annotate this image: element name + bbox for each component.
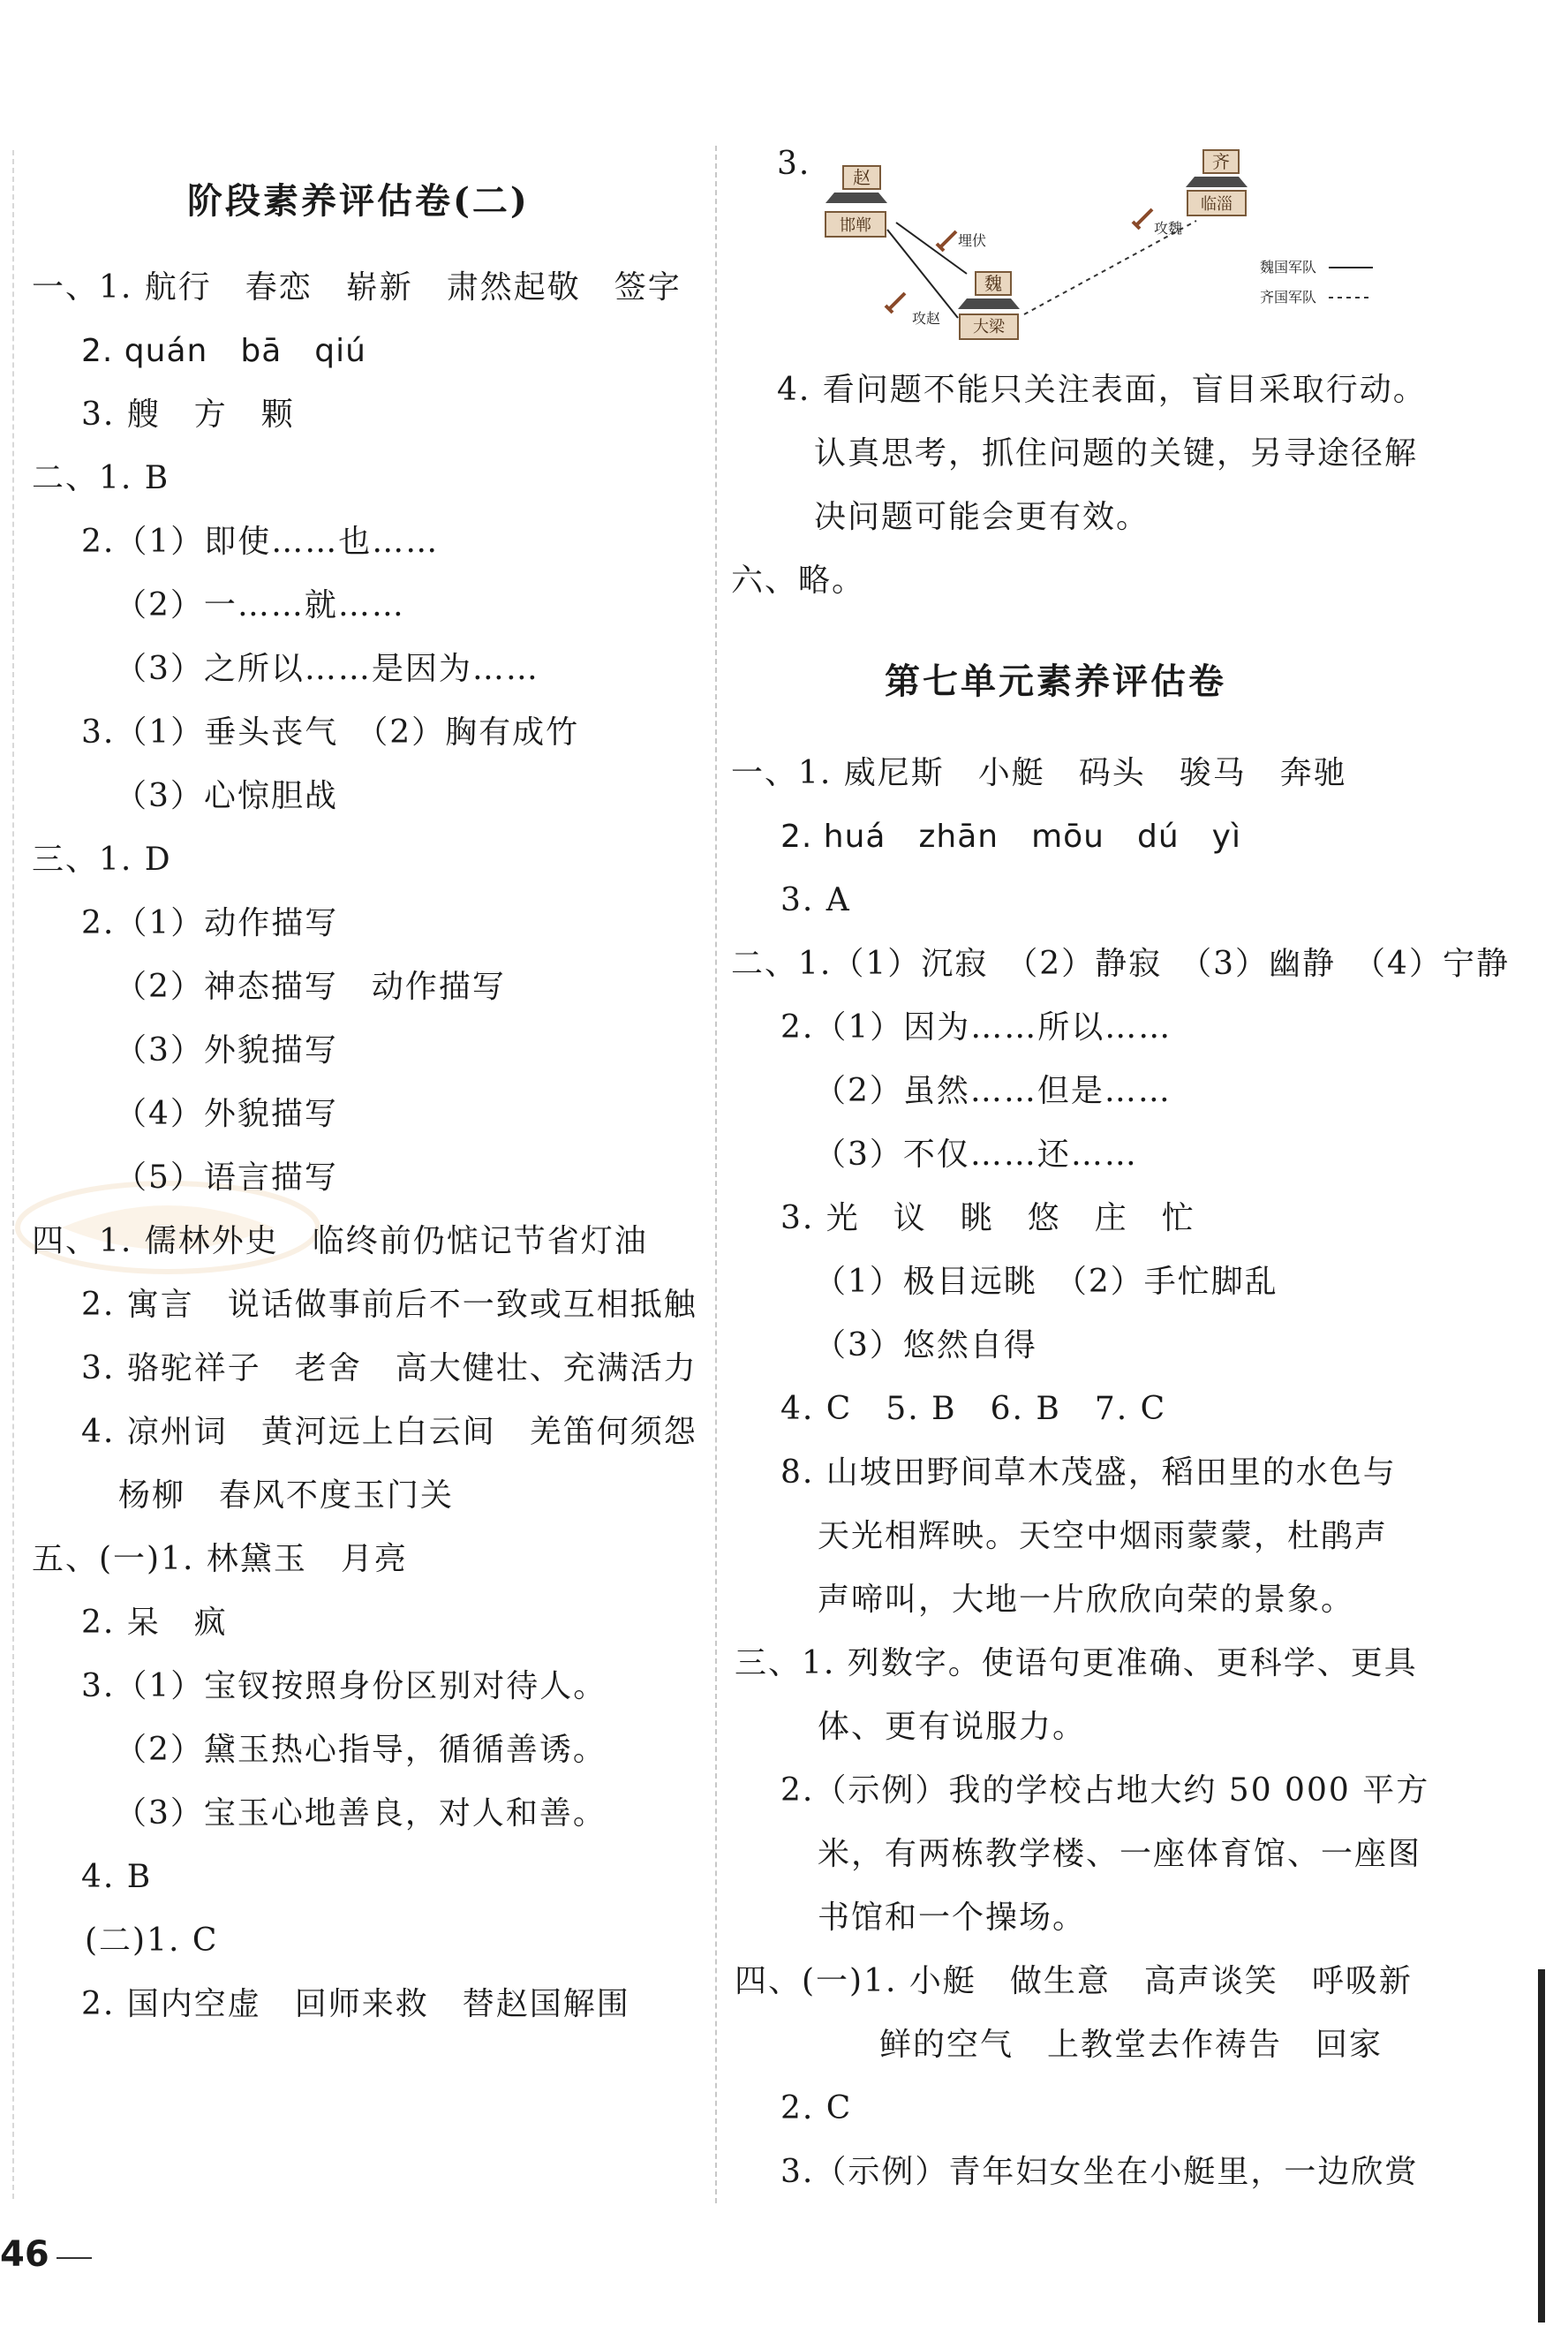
zhao-label: 赵 (853, 167, 871, 188)
answer-line: 决问题可能会更有效。 (814, 499, 1150, 535)
answer-line: 一、1. 航行 春恋 崭新 肃然起敬 签字 (32, 269, 682, 306)
answer-line: 四、1. 儒林外史 临终前仍惦记节省灯油 (32, 1223, 648, 1259)
answer-line: 天光相辉映。天空中烟雨蒙蒙，杜鹃声 (818, 1518, 1389, 1554)
binding-edge (1538, 1969, 1545, 2323)
answer-line: 六、略。 (731, 563, 866, 599)
ambush-label: 埋伏 (958, 232, 987, 249)
answer-line: 杨柳 春风不度玉门关 (118, 1477, 455, 1514)
answer-line: 4. C 5. B 6. B 7. C (780, 1391, 1167, 1427)
answer-line: 五、(一)1. 林黛玉 月亮 (32, 1541, 408, 1577)
qi-label: 齐 (1212, 151, 1230, 172)
page-number-dash (57, 2257, 92, 2259)
answer-line: 二、1.（1）沉寂 （2）静寂 （3）幽静 （4）宁静 (731, 946, 1510, 982)
section-title-stage-2: 阶段素养评估卷(二) (187, 180, 530, 222)
answer-line: 书馆和一个操场。 (818, 1900, 1087, 1936)
answer-line: 3. 光 议 眺 悠 庄 忙 (780, 1200, 1195, 1236)
answer-line: （3）心惊胆战 (115, 778, 338, 814)
daliang-label: 大梁 (973, 318, 1005, 336)
answer-line: 4. B (81, 1859, 153, 1895)
answer-line: 8. 山坡田野间草木茂盛，稻田里的水色与 (780, 1454, 1397, 1491)
answer-line: 4. 看问题不能只关注表面，盲目采取行动。 (777, 372, 1427, 408)
answer-line: 二、1. B (32, 460, 170, 496)
answer-line: （3）悠然自得 (814, 1327, 1037, 1363)
answer-line: 认真思考，抓住问题的关键，另寻途径解 (814, 435, 1419, 472)
answer-line: 4. 凉州词 黄河远上白云间 羌笛何须怨 (81, 1414, 697, 1450)
answer-line: 3. A (780, 882, 851, 918)
column-divider (715, 146, 717, 2203)
handan-label: 邯郸 (840, 216, 871, 235)
answer-line: 3.（示例）青年妇女坐在小艇里，一边欣赏 (780, 2154, 1419, 2190)
linzi-label: 临淄 (1201, 195, 1233, 214)
answer-line: 2. quán bā qiú (81, 333, 366, 369)
answer-line: （3）之所以……是因为…… (115, 651, 539, 687)
sword-icon (1133, 209, 1152, 229)
answer-line: （3）宝玉心地善良，对人和善。 (115, 1795, 607, 1832)
answer-line: 2. 国内空虚 回师来救 替赵国解围 (81, 1986, 630, 2022)
answer-line: （5）语言描写 (115, 1159, 338, 1196)
answer-line: （2）黛玉热心指导，循循善诱。 (115, 1732, 607, 1768)
answer-line: 2.（示例）我的学校占地大约 50 000 平方 (780, 1772, 1430, 1809)
answer-line: 2.（1）动作描写 (81, 905, 339, 941)
attack-zhao-label: 攻赵 (912, 310, 941, 327)
answer-line: 2.（1）即使……也…… (81, 524, 440, 560)
answer-line: （2）神态描写 动作描写 (115, 969, 506, 1005)
answer-line: 声啼叫，大地一片欣欣向荣的景象。 (818, 1582, 1355, 1618)
answer-line: 2. 呆 疯 (81, 1605, 228, 1641)
sword-icon (937, 231, 956, 251)
answer-line: 3.（1）垂头丧气 （2）胸有成竹 (81, 714, 580, 751)
answer-line: 2.（1）因为……所以…… (780, 1009, 1172, 1046)
answer-line: （2）虽然……但是…… (814, 1073, 1172, 1109)
answer-line: 3.（1）宝钗按照身份区别对待人。 (81, 1668, 607, 1704)
legend-wei-label: 魏国军队 (1260, 259, 1317, 276)
answer-line: （2）一……就…… (115, 587, 405, 623)
sword-icon (886, 293, 905, 313)
answer-line: 一、1. 威尼斯 小艇 码头 骏马 奔驰 (731, 755, 1347, 791)
answer-line: 鲜的空气 上教堂去作祷告 回家 (879, 2027, 1383, 2063)
answer-line: 四、(一)1. 小艇 做生意 高声谈笑 呼吸新 (735, 1963, 1413, 1999)
wei-label: 魏 (984, 273, 1002, 294)
linzi-roof-icon (1186, 177, 1248, 187)
answer-line: 2. C (780, 2090, 853, 2126)
handan-roof-icon (825, 193, 887, 203)
answer-line: 米，有两栋教学楼、一座体育馆、一座图 (818, 1836, 1422, 1872)
answer-line: 3. 艘 方 颗 (81, 397, 295, 433)
answer-line: （4）外貌描写 (115, 1096, 338, 1132)
wei-army-arrow (887, 230, 958, 318)
answer-line: 3. 骆驼祥子 老舍 高大健壮、充满活力 (81, 1350, 697, 1386)
item-3-label: 3. (777, 146, 811, 182)
answer-line: 体、更有说服力。 (818, 1709, 1087, 1745)
page-number: 46 (0, 2234, 49, 2275)
answer-line: （3）不仅……还…… (814, 1137, 1138, 1173)
answer-line: 2. 寓言 说话做事前后不一致或互相抵触 (81, 1287, 697, 1323)
answer-line: （1）极目远眺 （2）手忙脚乱 (814, 1264, 1278, 1300)
battle-map-diagram (808, 141, 1382, 344)
answer-line: 三、1. 列数字。使语句更准确、更科学、更具 (735, 1645, 1418, 1681)
attack-wei-label: 攻魏 (1154, 220, 1183, 237)
legend-qi-label: 齐国军队 (1260, 289, 1317, 306)
section-title-unit-7: 第七单元素养评估卷 (885, 661, 1226, 702)
wei-army-return-arrow (896, 223, 967, 274)
answer-line: 2. huá zhān mōu dú yì (780, 819, 1241, 855)
daliang-roof-icon (958, 298, 1020, 309)
answer-line: （3）外貌描写 (115, 1032, 338, 1069)
answer-line: 三、1. D (32, 842, 172, 878)
answer-line: (二)1. C (85, 1922, 219, 1959)
